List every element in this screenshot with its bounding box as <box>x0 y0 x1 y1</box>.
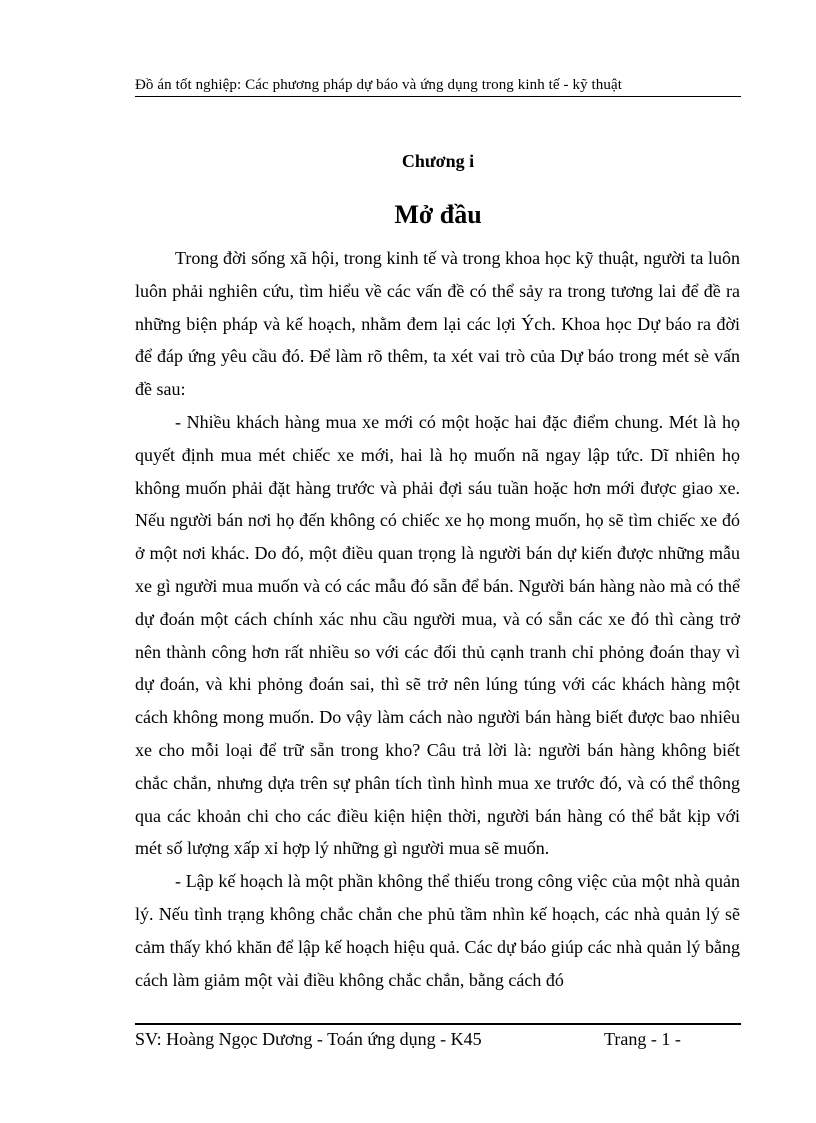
footer-divider <box>135 1023 741 1025</box>
running-header: Đồ án tốt nghiệp: Các phương pháp dự báo và ứng dụng trong kinh tế - kỹ thuật <box>135 77 623 93</box>
footer-page-number: Trang - 1 - <box>604 1029 681 1049</box>
paragraph-car-sales: - Nhiều khách hàng mua xe mới có một hoặc hai đặc điểm chung. Mét là họ quyết định mua mét chiếc xe mới, hai là họ muốn nã ngay lập tức. Dĩ nhiên họ không muốn phải đặt hàng trước và phải đợi sáu tuần hoặc hơn mới được giao xe. Nếu người bán nơi họ đến không có chiếc xe họ mong muốn, họ sẽ tìm chiếc xe đó ở một nơi khác. Do đó, một điều quan trọng là người bán dự kiến được những mẫu xe gì người mua muốn và có các mẫu đó sẵn để bán. Người bán hàng nào mà có thể dự đoán một cách chính xác nhu cầu người mua, và có sẵn các xe đó thì càng trở nên thành công hơn rất nhiều so với các đối thủ cạnh tranh chỉ phỏng đoán thay vì dự đoán, và khi phỏng đoán sai, thì sẽ trở nên lúng túng với các khách hàng một cách không mong muốn. Do vậy làm cách nào người bán hàng biết được bao nhiêu xe cho mỗi loại để trữ sẵn trong kho? Câu trả lời là: người bán hàng không biết chắc chắn, nhưng dựa trên sự phân tích tình hình mua xe trước đó, và có thể thông qua các khoản chi cho các điều kiện hiện thời, người bán hàng có thể bắt kịp với mét số lượng xấp xỉ hợp lý những gì người mua sẽ muốn. <box>135 411 740 859</box>
header-divider <box>135 96 741 97</box>
body-text <box>135 242 740 996</box>
chapter-label: Chương i <box>401 151 475 171</box>
paragraph-intro: Trong đời sống xã hội, trong kinh tế và trong khoa học kỹ thuật, người ta luôn luôn phải nghiên cứu, tìm hiểu về các vấn đề có thể sảy ra trong tương lai để đề ra những biện pháp và kế hoạch, nhằm đem lại các lợi Ých. Khoa học Dự báo ra đời để đáp ứng yêu cầu đó. Để làm rõ thêm, ta xét vai trò của Dự báo trong mét sè vấn đề sau: <box>135 248 740 400</box>
chapter-title: Mở đầu <box>394 200 482 229</box>
footer-author: SV: Hoàng Ngọc Dương - Toán ứng dụng - K45 <box>135 1029 482 1049</box>
paragraph-planning: - Lập kế hoạch là một phần không thể thiếu trong công việc của một nhà quản lý. Nếu tình trạng không chắc chắn che phủ tầm nhìn kế hoạch, các nhà quản lý sẽ cảm thấy khó khăn để lập kế hoạch hiệu quả. Các dự báo giúp các nhà quản lý bằng cách làm giảm một vài điều không chắc chắn, bằng cách đó <box>135 871 740 990</box>
